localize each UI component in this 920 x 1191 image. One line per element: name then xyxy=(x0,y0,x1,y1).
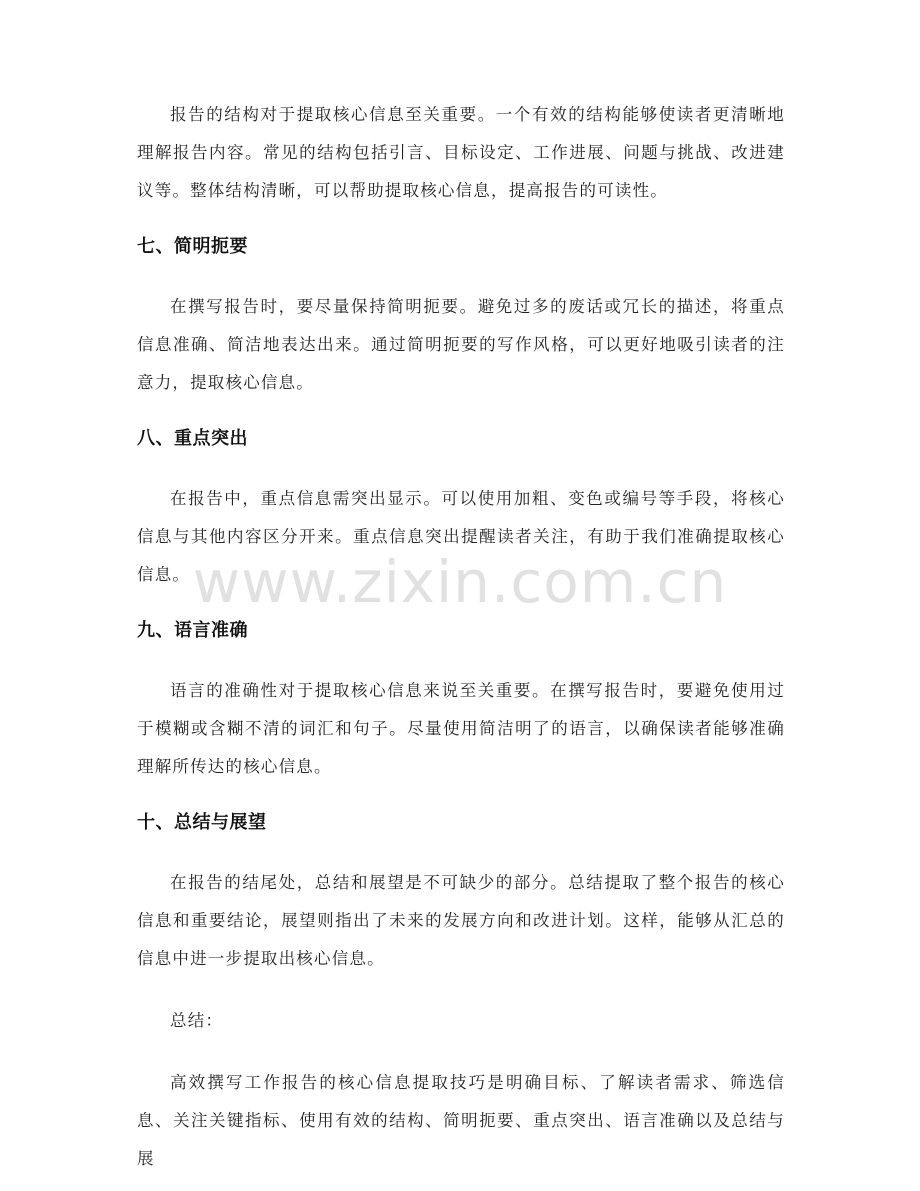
intro-paragraph: 报告的结构对于提取核心信息至关重要。一个有效的结构能够使读者更清晰地理解报告内容。常见的结构包括引言、目标设定、工作进展、问题与挑战、改进建议等。整体结构清晰，可以帮助提取核心信息，提高报告的可读性。 xyxy=(137,105,785,200)
section-heading-7: 七、简明扼要 xyxy=(137,236,248,257)
section-body-10: 在报告的结尾处，总结和展望是不可缺少的部分。总结提取了整个报告的核心信息和重要结论，展望则指出了未来的发展方向和改进计划。这样，能够从汇总的信息中进一步提取出核心信息。 xyxy=(137,873,785,968)
section-heading-10: 十、总结与展望 xyxy=(137,812,267,833)
document-page xyxy=(137,96,785,1178)
section-body-9: 语言的准确性对于提取核心信息来说至关重要。在撰写报告时，要避免使用过于模糊或含糊不清的词汇和句子。尽量使用简洁明了的语言，以确保读者能够准确理解所传达的核心信息。 xyxy=(137,681,785,776)
section-body-8: 在报告中，重点信息需突出显示。可以使用加粗、变色或编号等手段，将核心信息与其他内容区分开来。重点信息突出提醒读者关注，有助于我们准确提取核心信息。 xyxy=(137,489,785,584)
section-heading-8: 八、重点突出 xyxy=(137,428,248,449)
summary-paragraph: 高效撰写工作报告的核心信息提取技巧是明确目标、了解读者需求、筛选信息、关注关键指标、使用有效的结构、简明扼要、重点突出、语言准确以及总结与展 xyxy=(137,1073,785,1168)
section-body-7: 在撰写报告时，要尽量保持简明扼要。避免过多的废话或冗长的描述，将重点信息准确、简洁地表达出来。通过简明扼要的写作风格，可以更好地吸引读者的注意力，提取核心信息。 xyxy=(137,297,785,392)
section-heading-9: 九、语言准确 xyxy=(137,620,248,641)
summary-label: 总结： xyxy=(170,1011,224,1030)
watermark: www.zixin.com.cn xyxy=(192,548,728,616)
